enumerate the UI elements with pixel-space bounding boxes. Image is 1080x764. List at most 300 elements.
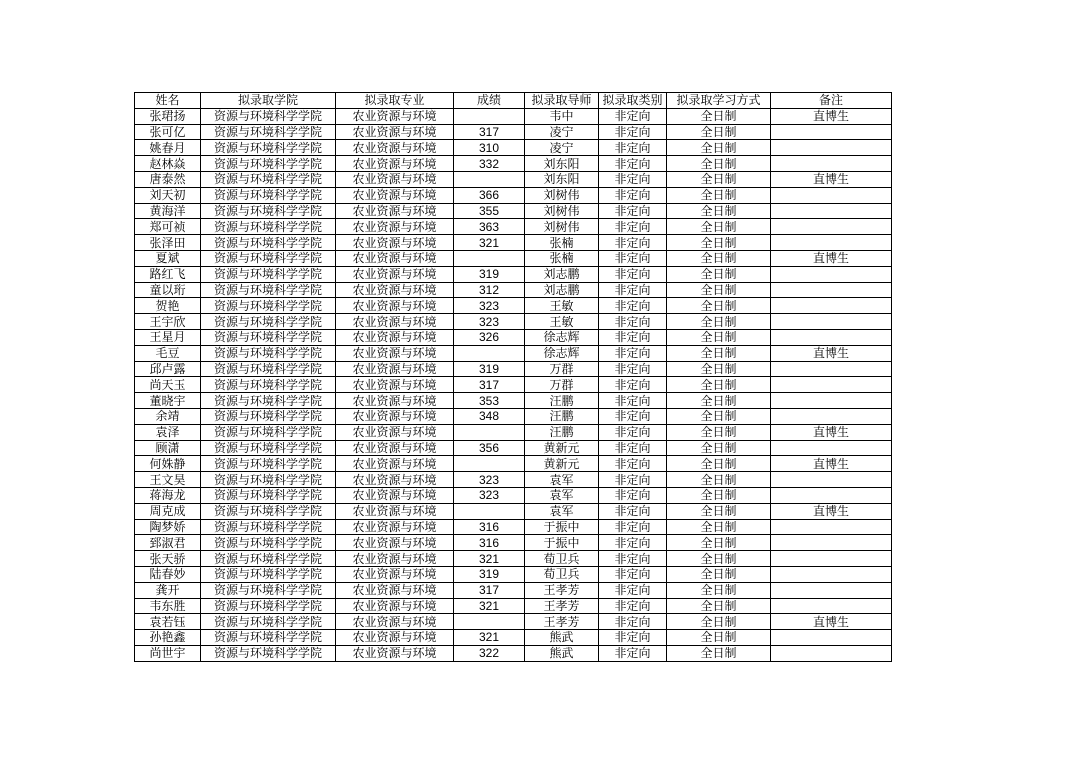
cell-remarks [771, 487, 892, 503]
table-row [135, 266, 892, 282]
cell-supervisor: 王孝芳 [525, 582, 599, 598]
table-row [135, 203, 892, 219]
cell-name: 何姝静 [135, 456, 201, 472]
cell-category: 非定向 [599, 440, 667, 456]
cell-score [454, 250, 525, 266]
cell-supervisor: 徐志辉 [525, 345, 599, 361]
cell-remarks: 直博生 [771, 250, 892, 266]
cell-major: 农业资源与环境 [336, 535, 454, 551]
cell-college: 资源与环境科学学院 [201, 566, 336, 582]
cell-study-mode: 全日制 [667, 424, 771, 440]
cell-major: 农业资源与环境 [336, 156, 454, 172]
cell-remarks [771, 630, 892, 646]
cell-score: 323 [454, 298, 525, 314]
cell-study-mode: 全日制 [667, 377, 771, 393]
cell-college: 资源与环境科学学院 [201, 582, 336, 598]
cell-remarks [771, 551, 892, 567]
cell-name: 王宇欣 [135, 314, 201, 330]
cell-college: 资源与环境科学学院 [201, 171, 336, 187]
table-body [135, 108, 892, 661]
cell-score: 310 [454, 140, 525, 156]
table-row [135, 630, 892, 646]
cell-score: 332 [454, 156, 525, 172]
table-row [135, 345, 892, 361]
cell-college: 资源与环境科学学院 [201, 219, 336, 235]
table-row [135, 503, 892, 519]
cell-name: 郑可祯 [135, 219, 201, 235]
cell-name: 陆春妙 [135, 566, 201, 582]
cell-college: 资源与环境科学学院 [201, 630, 336, 646]
cell-college: 资源与环境科学学院 [201, 203, 336, 219]
cell-study-mode: 全日制 [667, 282, 771, 298]
cell-score [454, 614, 525, 630]
cell-college: 资源与环境科学学院 [201, 156, 336, 172]
cell-score [454, 108, 525, 124]
table-row [135, 535, 892, 551]
cell-supervisor: 王孝芳 [525, 598, 599, 614]
table-row [135, 408, 892, 424]
cell-category: 非定向 [599, 598, 667, 614]
cell-score: 323 [454, 487, 525, 503]
cell-remarks [771, 219, 892, 235]
cell-name: 韦东胜 [135, 598, 201, 614]
cell-supervisor: 汪鹏 [525, 408, 599, 424]
table-row [135, 314, 892, 330]
cell-major: 农业资源与环境 [336, 282, 454, 298]
cell-category: 非定向 [599, 645, 667, 661]
cell-major: 农业资源与环境 [336, 329, 454, 345]
cell-supervisor: 刘东阳 [525, 171, 599, 187]
cell-supervisor: 熊武 [525, 630, 599, 646]
cell-remarks [771, 282, 892, 298]
table-row [135, 487, 892, 503]
cell-score: 319 [454, 361, 525, 377]
table-row [135, 440, 892, 456]
cell-major: 农业资源与环境 [336, 298, 454, 314]
table-row [135, 282, 892, 298]
cell-category: 非定向 [599, 503, 667, 519]
cell-name: 王星月 [135, 329, 201, 345]
cell-college: 资源与环境科学学院 [201, 124, 336, 140]
cell-supervisor: 凌宁 [525, 124, 599, 140]
cell-college: 资源与环境科学学院 [201, 487, 336, 503]
cell-category: 非定向 [599, 219, 667, 235]
cell-major: 农业资源与环境 [336, 203, 454, 219]
cell-study-mode: 全日制 [667, 503, 771, 519]
table-row [135, 456, 892, 472]
cell-college: 资源与环境科学学院 [201, 393, 336, 409]
cell-category: 非定向 [599, 345, 667, 361]
cell-name: 童以珩 [135, 282, 201, 298]
cell-college: 资源与环境科学学院 [201, 456, 336, 472]
cell-major: 农业资源与环境 [336, 393, 454, 409]
cell-score: 363 [454, 219, 525, 235]
cell-name: 刘天初 [135, 187, 201, 203]
cell-study-mode: 全日制 [667, 440, 771, 456]
cell-name: 王文昊 [135, 472, 201, 488]
admission-table [134, 92, 892, 662]
cell-major: 农业资源与环境 [336, 140, 454, 156]
cell-college: 资源与环境科学学院 [201, 645, 336, 661]
cell-supervisor: 于振中 [525, 535, 599, 551]
cell-study-mode: 全日制 [667, 487, 771, 503]
header-major: 拟录取专业 [336, 93, 454, 109]
cell-category: 非定向 [599, 456, 667, 472]
cell-category: 非定向 [599, 551, 667, 567]
cell-category: 非定向 [599, 203, 667, 219]
cell-score [454, 171, 525, 187]
table-row [135, 187, 892, 203]
cell-college: 资源与环境科学学院 [201, 598, 336, 614]
cell-college: 资源与环境科学学院 [201, 314, 336, 330]
cell-study-mode: 全日制 [667, 298, 771, 314]
cell-name: 黄海洋 [135, 203, 201, 219]
cell-name: 龚开 [135, 582, 201, 598]
cell-study-mode: 全日制 [667, 108, 771, 124]
cell-name: 郅淑君 [135, 535, 201, 551]
table-row [135, 108, 892, 124]
cell-major: 农业资源与环境 [336, 187, 454, 203]
cell-remarks [771, 361, 892, 377]
cell-remarks [771, 187, 892, 203]
table-row [135, 614, 892, 630]
cell-supervisor: 熊武 [525, 645, 599, 661]
cell-score: 317 [454, 377, 525, 393]
cell-score: 321 [454, 630, 525, 646]
cell-study-mode: 全日制 [667, 203, 771, 219]
cell-category: 非定向 [599, 408, 667, 424]
cell-major: 农业资源与环境 [336, 456, 454, 472]
cell-remarks [771, 408, 892, 424]
cell-score: 317 [454, 124, 525, 140]
cell-supervisor: 黄新元 [525, 440, 599, 456]
cell-college: 资源与环境科学学院 [201, 266, 336, 282]
cell-major: 农业资源与环境 [336, 645, 454, 661]
cell-name: 张可亿 [135, 124, 201, 140]
cell-supervisor: 袁军 [525, 472, 599, 488]
cell-college: 资源与环境科学学院 [201, 361, 336, 377]
cell-name: 顾潇 [135, 440, 201, 456]
cell-remarks [771, 298, 892, 314]
cell-major: 农业资源与环境 [336, 108, 454, 124]
cell-supervisor: 万群 [525, 377, 599, 393]
cell-category: 非定向 [599, 582, 667, 598]
cell-college: 资源与环境科学学院 [201, 187, 336, 203]
cell-study-mode: 全日制 [667, 472, 771, 488]
cell-study-mode: 全日制 [667, 582, 771, 598]
cell-study-mode: 全日制 [667, 551, 771, 567]
cell-college: 资源与环境科学学院 [201, 440, 336, 456]
cell-name: 蒋海龙 [135, 487, 201, 503]
cell-major: 农业资源与环境 [336, 377, 454, 393]
cell-study-mode: 全日制 [667, 408, 771, 424]
cell-remarks [771, 235, 892, 251]
cell-remarks: 直博生 [771, 614, 892, 630]
cell-name: 夏斌 [135, 250, 201, 266]
cell-major: 农业资源与环境 [336, 235, 454, 251]
cell-category: 非定向 [599, 472, 667, 488]
cell-remarks [771, 203, 892, 219]
cell-major: 农业资源与环境 [336, 171, 454, 187]
cell-supervisor: 徐志辉 [525, 329, 599, 345]
cell-supervisor: 黄新元 [525, 456, 599, 472]
cell-score: 321 [454, 235, 525, 251]
cell-name: 邱卢露 [135, 361, 201, 377]
cell-category: 非定向 [599, 156, 667, 172]
cell-score: 317 [454, 582, 525, 598]
cell-study-mode: 全日制 [667, 645, 771, 661]
cell-college: 资源与环境科学学院 [201, 377, 336, 393]
cell-college: 资源与环境科学学院 [201, 235, 336, 251]
cell-college: 资源与环境科学学院 [201, 140, 336, 156]
cell-remarks: 直博生 [771, 345, 892, 361]
cell-score: 316 [454, 519, 525, 535]
cell-score [454, 345, 525, 361]
cell-score: 319 [454, 266, 525, 282]
cell-study-mode: 全日制 [667, 345, 771, 361]
cell-college: 资源与环境科学学院 [201, 298, 336, 314]
cell-category: 非定向 [599, 282, 667, 298]
cell-remarks [771, 156, 892, 172]
cell-remarks [771, 566, 892, 582]
cell-major: 农业资源与环境 [336, 598, 454, 614]
cell-name: 贺艳 [135, 298, 201, 314]
cell-major: 农业资源与环境 [336, 503, 454, 519]
header-name: 姓名 [135, 93, 201, 109]
cell-category: 非定向 [599, 329, 667, 345]
cell-study-mode: 全日制 [667, 519, 771, 535]
cell-score: 323 [454, 314, 525, 330]
cell-category: 非定向 [599, 187, 667, 203]
table-row [135, 235, 892, 251]
cell-remarks [771, 472, 892, 488]
cell-college: 资源与环境科学学院 [201, 519, 336, 535]
cell-college: 资源与环境科学学院 [201, 551, 336, 567]
cell-name: 孙艳鑫 [135, 630, 201, 646]
cell-category: 非定向 [599, 235, 667, 251]
cell-name: 张泽田 [135, 235, 201, 251]
cell-remarks [771, 329, 892, 345]
cell-study-mode: 全日制 [667, 361, 771, 377]
cell-college: 资源与环境科学学院 [201, 472, 336, 488]
cell-college: 资源与环境科学学院 [201, 535, 336, 551]
cell-remarks [771, 645, 892, 661]
cell-study-mode: 全日制 [667, 566, 771, 582]
cell-major: 农业资源与环境 [336, 614, 454, 630]
cell-supervisor: 荀卫兵 [525, 566, 599, 582]
cell-college: 资源与环境科学学院 [201, 408, 336, 424]
cell-major: 农业资源与环境 [336, 345, 454, 361]
cell-major: 农业资源与环境 [336, 124, 454, 140]
cell-remarks [771, 393, 892, 409]
cell-score: 321 [454, 551, 525, 567]
cell-major: 农业资源与环境 [336, 472, 454, 488]
cell-college: 资源与环境科学学院 [201, 424, 336, 440]
table-row [135, 566, 892, 582]
cell-score [454, 503, 525, 519]
cell-major: 农业资源与环境 [336, 408, 454, 424]
cell-major: 农业资源与环境 [336, 440, 454, 456]
table-row [135, 424, 892, 440]
cell-name: 董晓宇 [135, 393, 201, 409]
cell-study-mode: 全日制 [667, 235, 771, 251]
header-study-mode: 拟录取学习方式 [667, 93, 771, 109]
cell-category: 非定向 [599, 124, 667, 140]
cell-major: 农业资源与环境 [336, 582, 454, 598]
cell-major: 农业资源与环境 [336, 266, 454, 282]
cell-remarks [771, 314, 892, 330]
cell-name: 余靖 [135, 408, 201, 424]
cell-supervisor: 张楠 [525, 235, 599, 251]
table-row [135, 250, 892, 266]
cell-study-mode: 全日制 [667, 171, 771, 187]
cell-category: 非定向 [599, 108, 667, 124]
cell-supervisor: 袁军 [525, 503, 599, 519]
table-header-row [135, 93, 892, 109]
header-remarks: 备注 [771, 93, 892, 109]
cell-category: 非定向 [599, 266, 667, 282]
table-row [135, 219, 892, 235]
cell-remarks: 直博生 [771, 171, 892, 187]
cell-major: 农业资源与环境 [336, 219, 454, 235]
table-row [135, 598, 892, 614]
cell-study-mode: 全日制 [667, 630, 771, 646]
table-row [135, 582, 892, 598]
table-row [135, 645, 892, 661]
header-score: 成绩 [454, 93, 525, 109]
cell-study-mode: 全日制 [667, 266, 771, 282]
cell-supervisor: 刘树伟 [525, 219, 599, 235]
table-row [135, 361, 892, 377]
cell-major: 农业资源与环境 [336, 361, 454, 377]
cell-name: 陶梦娇 [135, 519, 201, 535]
table-row [135, 124, 892, 140]
cell-name: 袁泽 [135, 424, 201, 440]
cell-remarks [771, 598, 892, 614]
cell-score: 321 [454, 598, 525, 614]
cell-supervisor: 刘树伟 [525, 203, 599, 219]
cell-remarks [771, 440, 892, 456]
cell-score [454, 424, 525, 440]
cell-name: 张天骄 [135, 551, 201, 567]
cell-name: 毛豆 [135, 345, 201, 361]
cell-study-mode: 全日制 [667, 614, 771, 630]
cell-supervisor: 王敏 [525, 314, 599, 330]
cell-study-mode: 全日制 [667, 156, 771, 172]
cell-score: 326 [454, 329, 525, 345]
cell-major: 农业资源与环境 [336, 519, 454, 535]
cell-remarks: 直博生 [771, 424, 892, 440]
cell-name: 张珺扬 [135, 108, 201, 124]
cell-remarks [771, 124, 892, 140]
cell-remarks [771, 266, 892, 282]
cell-study-mode: 全日制 [667, 535, 771, 551]
cell-score: 316 [454, 535, 525, 551]
cell-score: 323 [454, 472, 525, 488]
cell-study-mode: 全日制 [667, 250, 771, 266]
cell-score: 366 [454, 187, 525, 203]
cell-major: 农业资源与环境 [336, 551, 454, 567]
cell-name: 尚世宇 [135, 645, 201, 661]
cell-remarks [771, 535, 892, 551]
cell-college: 资源与环境科学学院 [201, 614, 336, 630]
cell-score: 319 [454, 566, 525, 582]
cell-category: 非定向 [599, 630, 667, 646]
cell-category: 非定向 [599, 566, 667, 582]
table-row [135, 377, 892, 393]
cell-score: 312 [454, 282, 525, 298]
cell-study-mode: 全日制 [667, 187, 771, 203]
cell-supervisor: 刘志鹏 [525, 282, 599, 298]
cell-supervisor: 刘东阳 [525, 156, 599, 172]
cell-supervisor: 韦中 [525, 108, 599, 124]
cell-college: 资源与环境科学学院 [201, 329, 336, 345]
cell-category: 非定向 [599, 393, 667, 409]
cell-supervisor: 凌宁 [525, 140, 599, 156]
cell-name: 周克成 [135, 503, 201, 519]
table-row [135, 519, 892, 535]
cell-study-mode: 全日制 [667, 314, 771, 330]
cell-major: 农业资源与环境 [336, 250, 454, 266]
cell-supervisor: 汪鹏 [525, 393, 599, 409]
cell-category: 非定向 [599, 314, 667, 330]
cell-college: 资源与环境科学学院 [201, 282, 336, 298]
cell-score: 348 [454, 408, 525, 424]
cell-category: 非定向 [599, 487, 667, 503]
table-row [135, 156, 892, 172]
cell-score: 356 [454, 440, 525, 456]
cell-major: 农业资源与环境 [336, 630, 454, 646]
cell-remarks [771, 140, 892, 156]
cell-name: 尚天玉 [135, 377, 201, 393]
cell-study-mode: 全日制 [667, 124, 771, 140]
cell-category: 非定向 [599, 361, 667, 377]
cell-study-mode: 全日制 [667, 393, 771, 409]
cell-supervisor: 于振中 [525, 519, 599, 535]
cell-name: 路红飞 [135, 266, 201, 282]
cell-remarks: 直博生 [771, 108, 892, 124]
cell-supervisor: 刘树伟 [525, 187, 599, 203]
cell-category: 非定向 [599, 298, 667, 314]
cell-category: 非定向 [599, 424, 667, 440]
cell-supervisor: 袁军 [525, 487, 599, 503]
cell-remarks: 直博生 [771, 456, 892, 472]
cell-supervisor: 刘志鹏 [525, 266, 599, 282]
cell-score [454, 456, 525, 472]
cell-major: 农业资源与环境 [336, 424, 454, 440]
table-row [135, 393, 892, 409]
cell-score: 353 [454, 393, 525, 409]
cell-remarks [771, 582, 892, 598]
cell-category: 非定向 [599, 519, 667, 535]
cell-name: 姚春月 [135, 140, 201, 156]
cell-supervisor: 汪鹏 [525, 424, 599, 440]
cell-college: 资源与环境科学学院 [201, 345, 336, 361]
cell-college: 资源与环境科学学院 [201, 503, 336, 519]
header-college: 拟录取学院 [201, 93, 336, 109]
cell-college: 资源与环境科学学院 [201, 250, 336, 266]
cell-major: 农业资源与环境 [336, 566, 454, 582]
cell-study-mode: 全日制 [667, 456, 771, 472]
cell-category: 非定向 [599, 140, 667, 156]
cell-study-mode: 全日制 [667, 329, 771, 345]
cell-major: 农业资源与环境 [336, 314, 454, 330]
cell-category: 非定向 [599, 535, 667, 551]
cell-score: 322 [454, 645, 525, 661]
cell-category: 非定向 [599, 171, 667, 187]
cell-supervisor: 张楠 [525, 250, 599, 266]
cell-remarks: 直博生 [771, 503, 892, 519]
